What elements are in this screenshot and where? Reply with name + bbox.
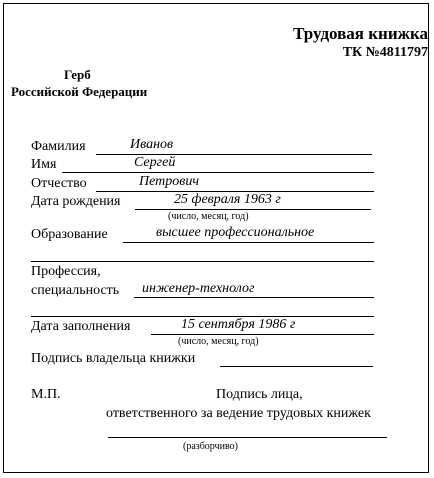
fill-date-line (151, 334, 374, 335)
birth-date-line (135, 209, 371, 210)
name-line (62, 172, 374, 173)
fill-date-hint: (число, месяц, год) (178, 336, 259, 347)
blank-line-1 (31, 261, 374, 262)
birth-date-hint: (число, месяц, год) (168, 211, 249, 222)
emblem-caption-line1: Герб (64, 67, 91, 82)
education-line (123, 242, 374, 243)
birth-date-value: 25 февраля 1963 г (174, 192, 281, 207)
profession-value: инженер-технолог (142, 281, 255, 296)
patronymic-value: Петрович (139, 174, 200, 189)
fill-date-value: 15 сентября 1986 г (181, 317, 296, 332)
surname-label: Фамилия (31, 139, 86, 154)
profession-line (134, 297, 374, 298)
patronymic-label: Отчество (31, 176, 87, 191)
name-label: Имя (31, 157, 57, 172)
profession-label-line2: специальность (31, 283, 120, 298)
responsible-label-line1: Подпись лица, (216, 387, 303, 402)
profession-label-line1: Профессия, (31, 264, 101, 279)
education-label: Образование (31, 227, 108, 242)
legible-hint: (разборчиво) (183, 441, 238, 452)
emblem-caption-line2: Российской Федерации (11, 84, 148, 99)
name-value: Сергей (134, 155, 176, 170)
education-value: высшее профессиональное (156, 225, 315, 240)
owner-signature-line (220, 366, 373, 367)
seal-label: М.П. (31, 387, 61, 402)
surname-value: Иванов (130, 137, 174, 152)
fill-date-label: Дата заполнения (31, 319, 131, 334)
document-number: ТК №4811797 (342, 45, 428, 60)
responsible-label-line2: ответственного за ведение трудовых книжек (106, 406, 371, 421)
birth-date-label: Дата рождения (31, 194, 121, 209)
document-title: Трудовая книжка (293, 24, 428, 43)
responsible-signature-line (108, 437, 387, 438)
owner-signature-label: Подпись владельца книжки (31, 351, 196, 366)
